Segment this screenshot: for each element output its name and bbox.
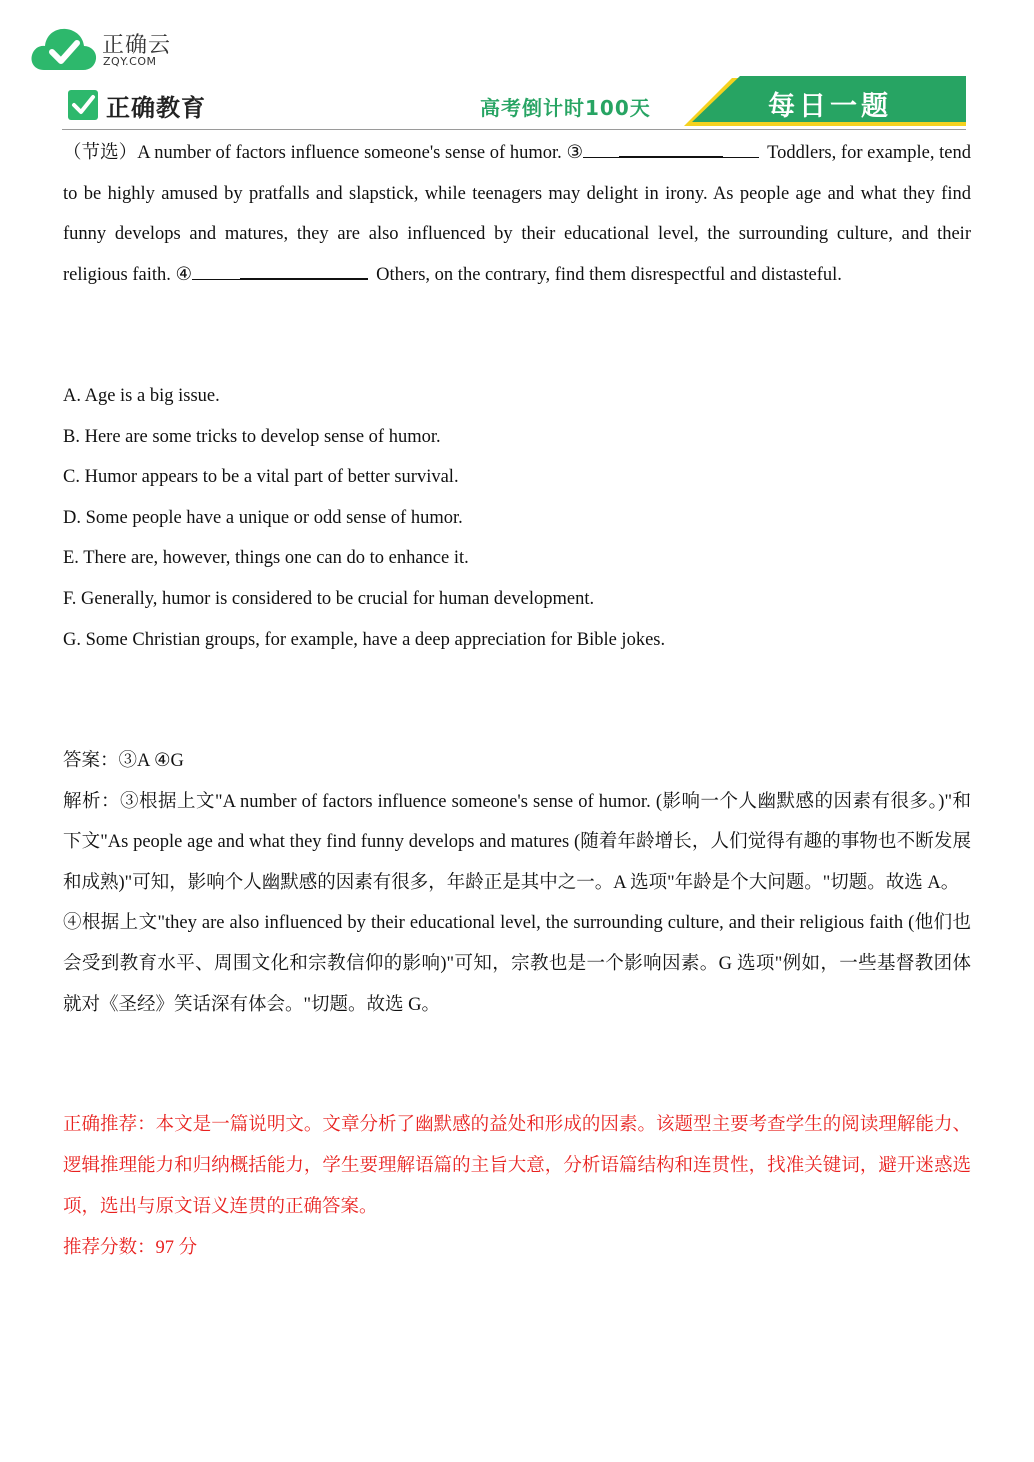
banner-title: 每日一题 bbox=[768, 91, 892, 122]
recommendation-section bbox=[63, 1105, 971, 1269]
option-f: F. Generally, humor is considered to be crucial for human development. bbox=[63, 588, 595, 609]
answer-line: 答案：③A ④G bbox=[63, 751, 184, 771]
option-b: B. Here are some tricks to develop sense of humor. bbox=[63, 426, 441, 447]
edu-name: 正确教育 bbox=[106, 93, 206, 122]
option-e: E. There are, however, things one can do to enhance it. bbox=[63, 548, 469, 569]
option-d: D. Some people have a unique or odd sense of humor. bbox=[63, 507, 463, 528]
option-g: G. Some Christian groups, for example, have a deep appreciation for Bible jokes. bbox=[63, 629, 666, 650]
passage bbox=[63, 133, 971, 295]
passage-text-part3: Others, on the contrary, find them disrespectful and distasteful. bbox=[376, 264, 842, 285]
recommendation-score: 推荐分数：97 分 bbox=[63, 1238, 198, 1258]
recommendation-text: 正确推荐：本文是一篇说明文。文章分析了幽默感的益处和形成的因素。该题型主要考查学生的阅读理解能力、逻辑推理能力和归纳概括能力，学生要理解语篇的主旨大意，分析语篇结构和连贯性，找准关键词，避开迷惑选项，选出与原文语义连贯的正确答案。 bbox=[63, 1115, 971, 1217]
analysis-paragraph-1: 解析：③根据上文"A number of factors influence someone's sense of humor. (影响一个人幽默感的因素有很多。)"和下文"As people age and what they find funny develops and matures (随着年龄增长，人们觉得有趣的事物也不断发展和成熟)"可知，影响个人幽默感的因素有很多，年龄正是其中之一。A 选项"年龄是个大问题。"切题。故选 A。 bbox=[63, 791, 971, 893]
option-a: A. Age is a big issue. bbox=[63, 386, 220, 406]
option-c: C. Humor appears to be a vital part of better survival. bbox=[63, 467, 459, 488]
brand-name-cn: 正确云 bbox=[102, 33, 172, 58]
cloud-check-icon bbox=[30, 26, 98, 72]
header-divider bbox=[62, 129, 966, 130]
countdown-label: 高考倒计时100天 bbox=[480, 96, 651, 120]
blank-3 bbox=[583, 141, 759, 158]
brand-name-en: ZQY.COM bbox=[103, 55, 157, 68]
analysis-paragraph-2: ④根据上文"they are also influenced by their educational level, the surrounding culture, and their religious faith (他们也会受到教育水平、周围文化和宗教信仰的影响)"可知，宗教也是一个影响因素。G 选项"例如，一些基督教团体就对《圣经》笑话深有体会。"切题。故选 G。 bbox=[63, 913, 971, 1015]
header-bar bbox=[62, 76, 966, 130]
zqy-logo bbox=[30, 24, 210, 74]
checkmark-icon bbox=[68, 90, 98, 120]
blank-4 bbox=[192, 263, 368, 280]
daily-question-banner bbox=[684, 76, 966, 126]
passage-text-part1: （节选）A number of factors influence someone's sense of humor. ③ bbox=[63, 143, 584, 163]
answer-section bbox=[63, 741, 971, 1025]
passage-paragraph bbox=[63, 133, 971, 295]
edu-logo bbox=[68, 88, 206, 122]
options-list bbox=[63, 376, 971, 660]
passage-text-part2: Toddlers, for example, tend to be highly amused by pratfalls and slapstick, while teenagers may delight in irony. As people age and what they find funny develops and matures, they are also influenced by their educational level, the surrounding culture, and their religious faith. ④ bbox=[63, 143, 971, 285]
